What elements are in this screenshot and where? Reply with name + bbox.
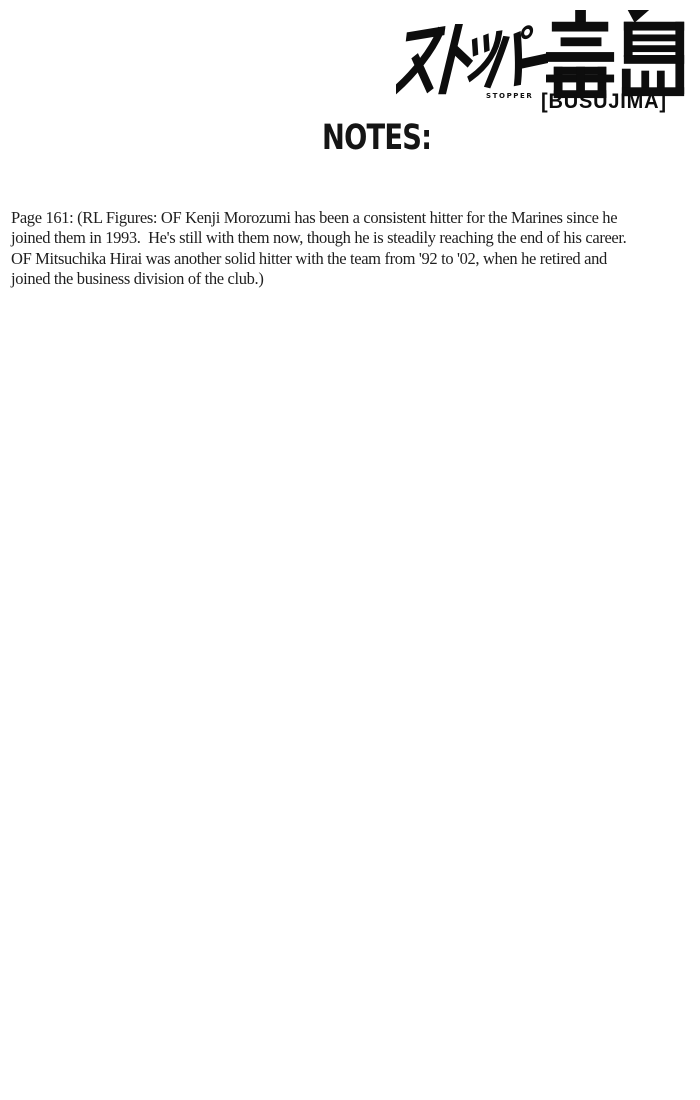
notes-heading: NOTES: bbox=[322, 118, 432, 158]
logo-stopper-label: STOPPER bbox=[486, 92, 534, 100]
notes-paragraph bbox=[11, 208, 700, 290]
notes-line-3: OF Mitsuchika Hirai was another solid hitter with the team from '92 to '02, when he retired and bbox=[11, 248, 607, 268]
logo-busujima-label: [BUSUJIMA] bbox=[541, 90, 667, 114]
series-logo bbox=[396, 8, 692, 114]
notes-line-4: joined the business division of the club.) bbox=[11, 269, 264, 289]
logo-kanji-graphic bbox=[546, 10, 690, 101]
notes-line-1: Page 161: (RL Figures: OF Kenji Morozumi has been a consistent hitter for the Marines since he bbox=[11, 208, 618, 227]
logo-katakana-graphic bbox=[396, 24, 548, 102]
notes-line-2: joined them in 1993. He's still with them now, though he is steadily reaching the end of his career. bbox=[11, 228, 627, 248]
